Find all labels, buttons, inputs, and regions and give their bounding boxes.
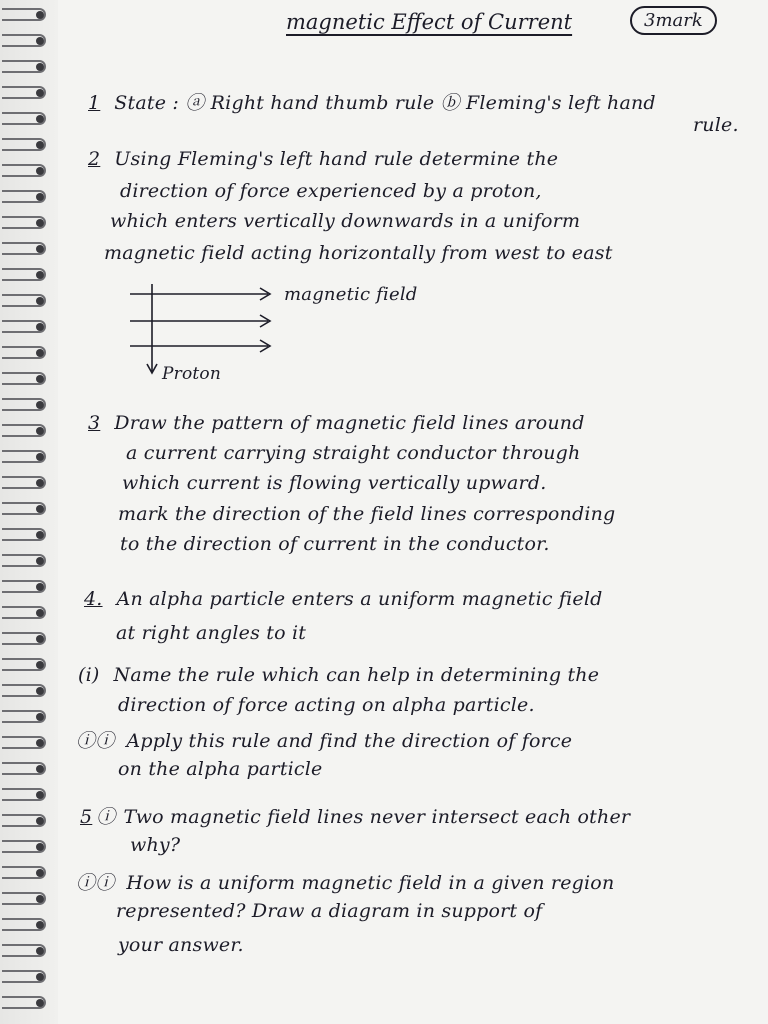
punch-hole <box>36 349 44 357</box>
question-2 <box>88 148 558 170</box>
question-text: mark the direction of the field lines corresponding <box>118 503 616 525</box>
question-number: 3 <box>88 412 101 434</box>
punch-hole <box>36 63 44 71</box>
question-5-part-i <box>80 802 630 829</box>
punch-hole <box>36 505 44 513</box>
punch-hole <box>36 453 44 461</box>
question-text: An alpha particle enters a uniform magnetic field <box>116 588 603 610</box>
notebook-page <box>58 0 768 1024</box>
question-1 <box>88 88 656 115</box>
question-text: on the alpha particle <box>118 758 323 780</box>
question-text: Using Fleming's left hand rule determine the <box>114 148 559 170</box>
punch-hole <box>36 375 44 383</box>
question-text: a current carrying straight conductor through <box>126 442 581 464</box>
question-text: at right angles to it <box>116 622 307 644</box>
punch-hole <box>36 921 44 929</box>
punch-hole <box>36 479 44 487</box>
question-number: 5 <box>80 806 93 828</box>
punch-hole <box>36 869 44 877</box>
question-text: to the direction of current in the conductor. <box>120 533 550 555</box>
question-5-part-ii <box>76 868 614 895</box>
question-number: 1 <box>88 92 101 114</box>
punch-hole <box>36 713 44 721</box>
punch-hole <box>36 37 44 45</box>
part-label: (i) <box>78 664 100 686</box>
question-text: rule. <box>693 114 739 136</box>
marks-badge: 3mark <box>630 6 717 35</box>
punch-hole <box>36 323 44 331</box>
notebook-spiral-binding <box>0 0 58 1024</box>
punch-hole <box>36 687 44 695</box>
question-4 <box>84 588 603 610</box>
question-text: why? <box>130 834 181 856</box>
punch-hole <box>36 193 44 201</box>
punch-hole <box>36 609 44 617</box>
question-4-part-i <box>78 664 599 686</box>
part-label: ⓘⓘ <box>76 730 115 752</box>
question-text: Apply this rule and find the direction of force <box>126 730 573 752</box>
question-3 <box>88 412 585 434</box>
question-text: which current is flowing vertically upward. <box>122 472 547 494</box>
punch-hole <box>36 219 44 227</box>
proton-label: Proton <box>162 364 222 384</box>
question-text: which enters vertically downwards in a uniform <box>110 210 581 232</box>
question-text: represented? Draw a diagram in support of <box>116 900 543 922</box>
question-text: Two magnetic field lines never intersect each other <box>123 806 631 828</box>
punch-hole <box>36 843 44 851</box>
punch-hole <box>36 141 44 149</box>
question-text: magnetic field acting horizontally from west to east <box>104 242 613 264</box>
punch-hole <box>36 427 44 435</box>
punch-hole <box>36 271 44 279</box>
question-text: State : ⓐ Right hand thumb rule ⓑ Fleming's left hand <box>114 92 656 114</box>
page-title: magnetic Effect of Current <box>286 10 573 34</box>
punch-hole <box>36 11 44 19</box>
question-text: direction of force experienced by a proton, <box>120 180 542 202</box>
question-text: Draw the pattern of magnetic field lines around <box>114 412 585 434</box>
punch-hole <box>36 739 44 747</box>
punch-hole <box>36 999 44 1007</box>
punch-hole <box>36 947 44 955</box>
question-text: your answer. <box>118 934 244 956</box>
punch-hole <box>36 531 44 539</box>
punch-hole <box>36 167 44 175</box>
punch-hole <box>36 297 44 305</box>
question-number: 4. <box>84 588 103 610</box>
field-label: magnetic field <box>284 284 418 305</box>
question-text: Name the rule which can help in determining the <box>113 664 600 686</box>
part-label: ⓘ <box>96 806 116 828</box>
punch-hole <box>36 973 44 981</box>
punch-hole <box>36 817 44 825</box>
punch-hole <box>36 635 44 643</box>
punch-hole <box>36 401 44 409</box>
question-number: 2 <box>88 148 101 170</box>
question-text: direction of force acting on alpha particle. <box>118 694 535 716</box>
punch-hole <box>36 661 44 669</box>
question-text: How is a uniform magnetic field in a given region <box>126 872 615 894</box>
punch-hole <box>36 115 44 123</box>
punch-hole <box>36 89 44 97</box>
punch-hole <box>36 895 44 903</box>
part-label: ⓘⓘ <box>76 872 115 894</box>
punch-hole <box>36 791 44 799</box>
question-4-part-ii <box>76 726 572 753</box>
punch-hole <box>36 245 44 253</box>
punch-hole <box>36 557 44 565</box>
punch-hole <box>36 765 44 773</box>
punch-hole <box>36 583 44 591</box>
